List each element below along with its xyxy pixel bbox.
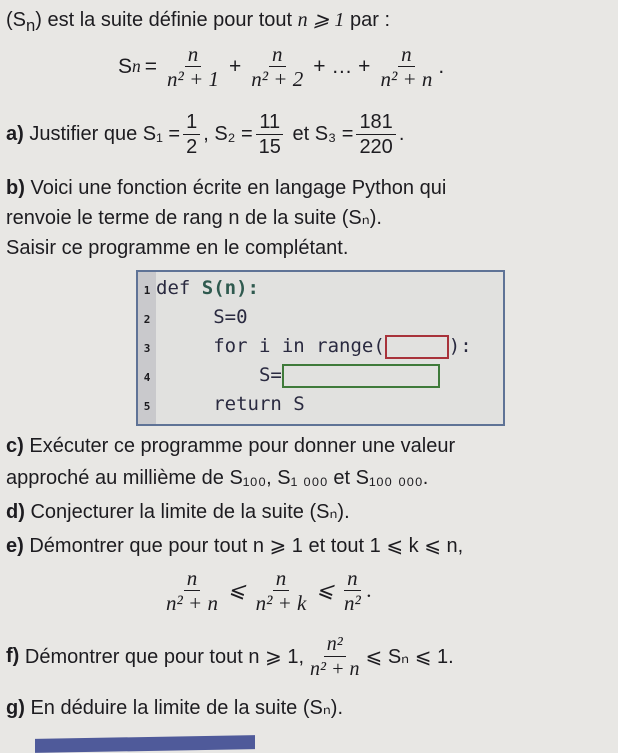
formula-dots: + … + [313, 54, 371, 78]
f-num: n² [324, 632, 346, 657]
s1-den: 2 [186, 136, 198, 158]
t1-den: n² + 1 [167, 67, 219, 91]
code-line-2 [138, 303, 248, 331]
frac-f [307, 632, 363, 681]
g-text: En déduire la limite de la suite (Sₙ). [30, 697, 344, 719]
code-line-4 [138, 361, 440, 389]
code-text: def [156, 277, 202, 299]
question-e [6, 534, 463, 558]
t1-num: n [185, 42, 202, 67]
c-line2: approché au millième de S₁₀₀, S₁ ₀₀₀ et S₁₀₀ ₀₀₀. [6, 467, 429, 489]
term-n [377, 42, 435, 91]
label-g: g) [6, 697, 25, 719]
a-mid1: , S₂ = [203, 123, 253, 145]
left-num: n [184, 566, 201, 591]
line-number: 4 [143, 371, 151, 384]
middle-num: n [273, 566, 290, 591]
intro-text: est la suite définie pour tout [41, 9, 298, 31]
frac-s1 [183, 110, 200, 159]
term-2 [248, 42, 306, 91]
function-name: S(n): [201, 277, 259, 299]
question-c-line1 [6, 434, 455, 458]
code-text: ): [448, 335, 472, 357]
intro-cond: n ⩾ 1 [297, 9, 345, 31]
t2-den: n² + 2 [251, 67, 304, 91]
formula-eq: = [144, 54, 158, 78]
line-number: 5 [143, 400, 151, 413]
tn-num: n [398, 42, 415, 67]
b-line2: renvoie le terme de rang n de la suite (Sₙ). [6, 207, 382, 229]
s1-num: 1 [183, 110, 200, 135]
a-end: . [398, 123, 405, 145]
f-text: Démontrer que pour tout n ⩾ 1, [24, 646, 305, 668]
frac-right [341, 566, 364, 615]
page-decoration-bar [35, 735, 255, 753]
frac-middle [253, 566, 310, 615]
seq-symbol: (S [6, 9, 26, 31]
formula-end: . [438, 54, 445, 78]
le-sign: ⩽ [227, 578, 246, 602]
b-line1: Voici une fonction écrite en langage Python qui [30, 177, 447, 199]
code-text: return S [156, 393, 305, 415]
b-line3: Saisir ce programme en le complétant. [6, 237, 349, 259]
a-mid2: et S₃ = [292, 123, 354, 145]
s3-num: 181 [356, 110, 395, 135]
left-den: n² + n [166, 591, 218, 615]
definition-formula [118, 42, 444, 91]
f-den: n² + n [310, 658, 360, 680]
code-line-1 [138, 274, 259, 302]
d-text: Conjecturer la limite de la suite (Sₙ). [30, 501, 350, 523]
formula-lhs: S [118, 54, 133, 78]
frac-left [163, 566, 221, 615]
question-b-line1 [6, 176, 446, 200]
s3-den: 220 [359, 136, 393, 158]
frac-s3 [356, 110, 395, 159]
code-text: S=0 [156, 306, 248, 328]
inequality-e [160, 566, 372, 615]
label-e: e) [6, 535, 24, 557]
code-line-5 [138, 390, 305, 418]
line-number: 2 [143, 313, 151, 326]
code-line-3 [138, 332, 472, 360]
line-number: 1 [143, 284, 151, 297]
a-text: Justifier que S₁ = [29, 123, 181, 145]
code-text: for i in range( [156, 335, 385, 357]
formula-lhs-sub: n [132, 56, 141, 76]
right-num: n [344, 566, 361, 591]
question-d [6, 500, 350, 524]
question-f [6, 632, 454, 681]
label-d: d) [6, 501, 25, 523]
t2-num: n [269, 42, 286, 67]
le-sign-2: ⩽ [316, 578, 334, 602]
label-b: b) [6, 177, 25, 199]
f-tail: ⩽ Sₙ ⩽ 1. [365, 646, 454, 668]
e-text: Démontrer que pour tout n ⩾ 1 et tout 1 ⩽ k ⩽ n, [29, 535, 464, 557]
line-number: 3 [143, 342, 151, 355]
range-input-slot[interactable] [385, 335, 449, 359]
label-a: a) [6, 123, 24, 145]
intro-tail: par : [344, 9, 390, 31]
middle-den: n² + k [255, 591, 307, 615]
s2-den: 15 [258, 136, 281, 158]
right-den: n² [343, 591, 361, 615]
label-f: f) [6, 645, 20, 667]
label-c: c) [6, 435, 24, 457]
question-a [6, 110, 404, 159]
c-line1: Exécuter ce programme pour donner une valeur [29, 435, 456, 457]
tn-den: n² + n [380, 67, 433, 91]
term-1 [164, 42, 222, 91]
question-g [6, 696, 343, 720]
seq-close: ) [35, 9, 42, 31]
e-end: . [366, 578, 373, 602]
code-text: S= [156, 364, 282, 386]
python-code-box [136, 270, 505, 426]
seq-sub: n [26, 16, 36, 35]
sum-input-slot[interactable] [282, 364, 440, 388]
intro-line [6, 8, 390, 38]
frac-s2 [256, 110, 284, 159]
formula-plus: + [229, 54, 242, 78]
s2-num: 11 [256, 110, 283, 135]
